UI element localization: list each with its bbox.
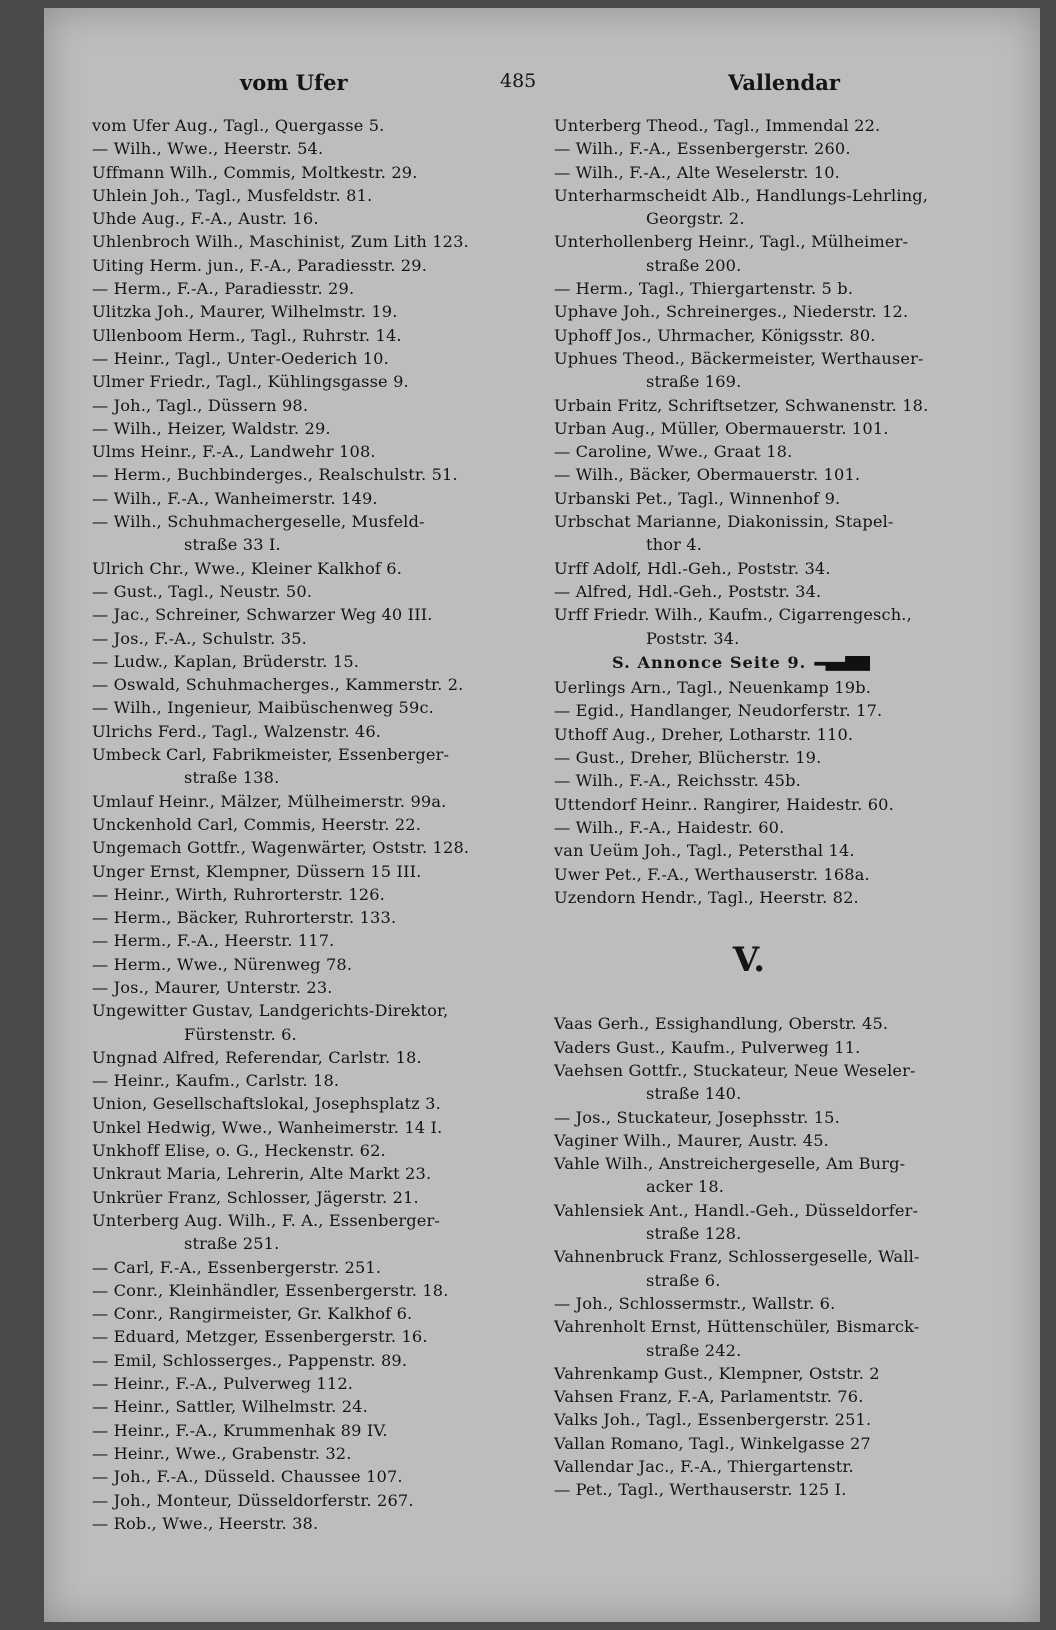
directory-entry bbox=[92, 1419, 512, 1442]
directory-entry bbox=[554, 886, 1004, 909]
left-column bbox=[92, 114, 512, 1535]
entry-text: Unterharmscheidt Alb., Handlungs-Lehrling, bbox=[554, 185, 929, 205]
entry-text: Ulms Heinr., F.-A., Landwehr 108. bbox=[92, 442, 376, 462]
entry-text: Unkrüer Franz, Schlosser, Jägerstr. 21. bbox=[92, 1187, 419, 1207]
directory-entry bbox=[92, 1186, 512, 1209]
directory-entry bbox=[92, 1092, 512, 1115]
entry-text: Urbschat Marianne, Diakonissin, Stapel- bbox=[554, 512, 894, 532]
entry-text: Ulrich Chr., Wwe., Kleiner Kalkhof 6. bbox=[92, 558, 403, 578]
directory-entry bbox=[554, 676, 1004, 699]
directory-entry bbox=[92, 603, 512, 626]
entry-text: Uhlenbroch Wilh., Maschinist, Zum Lith 123. bbox=[92, 232, 469, 252]
entry-text: — Wilh., F.-A., Alte Weselerstr. 10. bbox=[554, 162, 840, 182]
right-column bbox=[554, 114, 1004, 1502]
directory-entry bbox=[554, 1315, 1004, 1362]
entry-text: — Pet., Tagl., Werthauserstr. 125 I. bbox=[554, 1480, 847, 1500]
right-column-part3 bbox=[554, 1012, 1004, 1501]
directory-entry bbox=[554, 394, 1004, 417]
entry-continuation: Fürstenstr. 6. bbox=[184, 1024, 297, 1044]
entry-continuation: straße 251. bbox=[184, 1234, 280, 1254]
entry-text: — Alfred, Hdl.-Geh., Poststr. 34. bbox=[554, 581, 822, 601]
entry-text: Uttendorf Heinr.. Rangirer, Haidestr. 60. bbox=[554, 794, 894, 814]
entry-text: Vahle Wilh., Anstreichergeselle, Am Burg- bbox=[554, 1154, 906, 1174]
directory-entry bbox=[554, 1106, 1004, 1129]
entry-text: Ungemach Gottfr., Wagenwärter, Oststr. 128. bbox=[92, 838, 470, 858]
entry-text: — Heinr., F.-A., Krummenhak 89 IV. bbox=[92, 1420, 388, 1440]
entry-text: — Heinr., Wwe., Grabenstr. 32. bbox=[92, 1443, 352, 1463]
directory-entry bbox=[554, 1012, 1004, 1035]
directory-entry bbox=[554, 1129, 1004, 1152]
page-header bbox=[44, 70, 1040, 100]
entry-text: Vallan Romano, Tagl., Winkelgasse 27 bbox=[554, 1433, 871, 1453]
directory-entry bbox=[92, 1465, 512, 1488]
directory-entry bbox=[92, 1489, 512, 1512]
directory-entry bbox=[554, 510, 1004, 557]
entry-text: Urban Aug., Müller, Obermauerstr. 101. bbox=[554, 418, 889, 438]
directory-entry bbox=[554, 277, 1004, 300]
directory-entry bbox=[554, 769, 1004, 792]
directory-entry bbox=[554, 723, 1004, 746]
directory-entry bbox=[554, 184, 1004, 231]
directory-entry bbox=[554, 816, 1004, 839]
entry-text: vom Ufer Aug., Tagl., Quergasse 5. bbox=[92, 116, 385, 135]
directory-entry bbox=[92, 906, 512, 929]
entry-text: Vahlensiek Ant., Handl.-Geh., Düsseldorfer- bbox=[554, 1200, 919, 1220]
entry-text: Uhlein Joh., Tagl., Musfeldstr. 81. bbox=[92, 185, 373, 205]
entry-text: — Jos., Stuckateur, Josephsstr. 15. bbox=[554, 1107, 840, 1127]
entry-text: — Herm., Wwe., Nürenweg 78. bbox=[92, 954, 353, 974]
entry-text: Vaehsen Gottfr., Stuckateur, Neue Weseler- bbox=[554, 1060, 916, 1080]
directory-entry bbox=[554, 440, 1004, 463]
directory-entry bbox=[554, 230, 1004, 277]
directory-entry bbox=[554, 1245, 1004, 1292]
entry-text: Unckenhold Carl, Commis, Heerstr. 22. bbox=[92, 814, 422, 834]
directory-entry bbox=[92, 976, 512, 999]
directory-entry bbox=[92, 557, 512, 580]
directory-entry bbox=[92, 184, 512, 207]
directory-entry bbox=[92, 1325, 512, 1348]
directory-entry bbox=[92, 860, 512, 883]
directory-entry bbox=[92, 137, 512, 160]
directory-entry bbox=[554, 1199, 1004, 1246]
entry-text: Umbeck Carl, Fabrikmeister, Essenberger- bbox=[92, 745, 450, 765]
entry-text: — Emil, Schlosserges., Pappenstr. 89. bbox=[92, 1350, 408, 1370]
directory-entry bbox=[92, 230, 512, 253]
entry-text: — Herm., F.-A., Paradiesstr. 29. bbox=[92, 279, 355, 299]
directory-entry bbox=[554, 1432, 1004, 1455]
directory-entry bbox=[92, 953, 512, 976]
directory-entry bbox=[554, 746, 1004, 769]
entry-text: — Joh., Monteur, Düsseldorferstr. 267. bbox=[92, 1490, 414, 1510]
directory-entry bbox=[92, 463, 512, 486]
entry-text: — Herm., Buchbinderges., Realschulstr. 51. bbox=[92, 465, 458, 485]
section-notice-text: S. Annonce Seite 9. bbox=[612, 652, 807, 672]
entry-text: — Herm., Tagl., Thiergartenstr. 5 b. bbox=[554, 279, 854, 299]
entry-text: Valks Joh., Tagl., Essenbergerstr. 251. bbox=[554, 1410, 872, 1430]
directory-entry bbox=[92, 114, 512, 137]
entry-continuation: straße 138. bbox=[184, 768, 280, 788]
entry-text: — Conr., Kleinhändler, Essenbergerstr. 18. bbox=[92, 1280, 449, 1300]
directory-entry bbox=[92, 1256, 512, 1279]
entry-text: van Ueüm Joh., Tagl., Petersthal 14. bbox=[554, 841, 855, 861]
directory-entry bbox=[554, 324, 1004, 347]
directory-entry bbox=[554, 487, 1004, 510]
directory-entry bbox=[92, 347, 512, 370]
directory-entry bbox=[554, 603, 1004, 650]
page-number: 485 bbox=[500, 70, 537, 92]
entry-text: — Jos., Maurer, Unterstr. 23. bbox=[92, 977, 333, 997]
entry-continuation: straße 169. bbox=[646, 372, 742, 392]
directory-entry bbox=[92, 1395, 512, 1418]
directory-entry bbox=[92, 1279, 512, 1302]
directory-entry bbox=[554, 1478, 1004, 1501]
entry-text: — Wilh., Wwe., Heerstr. 54. bbox=[92, 139, 324, 159]
entry-text: — Eduard, Metzger, Essenbergerstr. 16. bbox=[92, 1327, 428, 1347]
pointing-hand-icon bbox=[814, 656, 870, 671]
directory-entry bbox=[92, 370, 512, 393]
entry-text: Unterberg Theod., Tagl., Immendal 22. bbox=[554, 116, 881, 135]
entry-text: — Conr., Rangirmeister, Gr. Kalkhof 6. bbox=[92, 1304, 413, 1324]
entry-text: Vahnenbruck Franz, Schlossergeselle, Wall- bbox=[554, 1247, 920, 1267]
directory-entry bbox=[92, 417, 512, 440]
right-column-part2 bbox=[554, 676, 1004, 909]
right-column-part1 bbox=[554, 114, 1004, 650]
entry-continuation: Poststr. 34. bbox=[646, 628, 740, 648]
entry-text: Uerlings Arn., Tagl., Neuenkamp 19b. bbox=[554, 678, 872, 698]
entry-text: Uthoff Aug., Dreher, Lotharstr. 110. bbox=[554, 724, 854, 744]
entry-continuation: straße 140. bbox=[646, 1084, 742, 1104]
entry-text: Uwer Pet., F.-A., Werthauserstr. 168a. bbox=[554, 864, 870, 884]
entry-text: Urff Friedr. Wilh., Kaufm., Cigarrengesch., bbox=[554, 605, 912, 625]
entry-text: Ungewitter Gustav, Landgerichts-Direktor, bbox=[92, 1001, 449, 1021]
entry-text: Unterberg Aug. Wilh., F. A., Essenberger- bbox=[92, 1210, 440, 1230]
entry-text: Unkel Hedwig, Wwe., Wanheimerstr. 14 I. bbox=[92, 1117, 443, 1137]
entry-text: Uiting Herm. jun., F.-A., Paradiesstr. 29. bbox=[92, 255, 428, 275]
entry-text: Uphues Theod., Bäckermeister, Werthauser- bbox=[554, 348, 924, 368]
entry-text: Vaders Gust., Kaufm., Pulverweg 11. bbox=[554, 1037, 861, 1057]
directory-entry bbox=[92, 1372, 512, 1395]
entry-text: — Joh., Schlossermstr., Wallstr. 6. bbox=[554, 1293, 836, 1313]
directory-entry bbox=[554, 839, 1004, 862]
entry-text: Unterhollenberg Heinr., Tagl., Mülheimer- bbox=[554, 232, 909, 252]
directory-entry bbox=[92, 929, 512, 952]
directory-entry bbox=[554, 557, 1004, 580]
directory-entry bbox=[554, 1152, 1004, 1199]
directory-entry bbox=[554, 137, 1004, 160]
entry-text: — Wilh., F.-A., Haidestr. 60. bbox=[554, 817, 785, 837]
directory-entry bbox=[92, 207, 512, 230]
directory-entry bbox=[92, 440, 512, 463]
entry-text: — Heinr., Tagl., Unter-Oederich 10. bbox=[92, 348, 389, 368]
directory-entry bbox=[92, 324, 512, 347]
directory-entry bbox=[554, 1455, 1004, 1478]
entry-text: Ulmer Friedr., Tagl., Kühlingsgasse 9. bbox=[92, 372, 409, 392]
entry-continuation: straße 128. bbox=[646, 1224, 742, 1244]
entry-text: Unger Ernst, Klempner, Düssern 15 III. bbox=[92, 861, 422, 881]
entry-text: — Egid., Handlanger, Neudorferstr. 17. bbox=[554, 701, 883, 721]
directory-entry bbox=[554, 417, 1004, 440]
directory-entry bbox=[554, 347, 1004, 394]
directory-entry bbox=[554, 1036, 1004, 1059]
entry-text: — Gust., Tagl., Neustr. 50. bbox=[92, 581, 313, 601]
letter-heading: V. bbox=[732, 940, 766, 981]
directory-entry bbox=[92, 277, 512, 300]
directory-entry bbox=[92, 743, 512, 790]
directory-entry bbox=[92, 999, 512, 1046]
directory-entry bbox=[92, 510, 512, 557]
entry-text: — Herm., Bäcker, Ruhrorterstr. 133. bbox=[92, 908, 397, 928]
directory-entry bbox=[92, 1302, 512, 1325]
entry-text: Urbanski Pet., Tagl., Winnenhof 9. bbox=[554, 488, 841, 508]
directory-entry bbox=[92, 790, 512, 813]
entry-text: — Wilh., F.-A., Reichsstr. 45b. bbox=[554, 771, 801, 791]
directory-entry bbox=[554, 114, 1004, 137]
entry-continuation: straße 6. bbox=[646, 1270, 721, 1290]
directory-entry bbox=[554, 1362, 1004, 1385]
directory-entry bbox=[92, 161, 512, 184]
entry-text: Vahrenkamp Gust., Klempner, Oststr. 2 bbox=[554, 1363, 880, 1383]
entry-text: Urff Adolf, Hdl.-Geh., Poststr. 34. bbox=[554, 558, 831, 578]
directory-entry bbox=[92, 394, 512, 417]
entry-text: — Carl, F.-A., Essenbergerstr. 251. bbox=[92, 1257, 382, 1277]
entry-text: — Wilh., Heizer, Waldstr. 29. bbox=[92, 418, 331, 438]
directory-entry bbox=[92, 673, 512, 696]
directory-entry bbox=[554, 1292, 1004, 1315]
directory-entry bbox=[554, 580, 1004, 603]
entry-text: — Heinr., Sattler, Wilhelmstr. 24. bbox=[92, 1397, 368, 1417]
entry-text: — Heinr., Wirth, Ruhrorterstr. 126. bbox=[92, 884, 385, 904]
directory-entry bbox=[92, 487, 512, 510]
section-notice bbox=[554, 651, 1004, 674]
entry-continuation: straße 33 I. bbox=[184, 535, 281, 555]
directory-entry bbox=[92, 720, 512, 743]
entry-text: — Heinr., Kaufm., Carlstr. 18. bbox=[92, 1071, 340, 1091]
header-left-keyword: vom Ufer bbox=[240, 70, 348, 95]
directory-entry bbox=[92, 1139, 512, 1162]
directory-entry bbox=[92, 580, 512, 603]
entry-text: Vallendar Jac., F.-A., Thiergartenstr. bbox=[554, 1457, 854, 1477]
entry-text: — Heinr., F.-A., Pulverweg 112. bbox=[92, 1374, 354, 1394]
entry-text: Vaginer Wilh., Maurer, Austr. 45. bbox=[554, 1130, 829, 1150]
entry-text: Ungnad Alfred, Referendar, Carlstr. 18. bbox=[92, 1047, 422, 1067]
entry-text: Uphoff Jos., Uhrmacher, Königsstr. 80. bbox=[554, 325, 876, 345]
entry-text: — Jos., F.-A., Schulstr. 35. bbox=[92, 628, 307, 648]
entry-continuation: thor 4. bbox=[646, 535, 703, 555]
entry-text: Unkhoff Elise, o. G., Heckenstr. 62. bbox=[92, 1141, 386, 1161]
directory-entry bbox=[554, 161, 1004, 184]
entry-text: Vaas Gerh., Essighandlung, Oberstr. 45. bbox=[554, 1014, 889, 1034]
directory-entry bbox=[92, 254, 512, 277]
entry-continuation: acker 18. bbox=[646, 1177, 725, 1197]
entry-text: Umlauf Heinr., Mälzer, Mülheimerstr. 99a. bbox=[92, 791, 447, 811]
directory-entry bbox=[92, 696, 512, 719]
entry-continuation: straße 200. bbox=[646, 255, 742, 275]
entry-text: — Wilh., Bäcker, Obermauerstr. 101. bbox=[554, 465, 861, 485]
directory-entry bbox=[554, 793, 1004, 816]
entry-text: — Caroline, Wwe., Graat 18. bbox=[554, 442, 793, 462]
directory-entry bbox=[554, 1408, 1004, 1431]
directory-entry bbox=[92, 627, 512, 650]
entry-text: Vahrenholt Ernst, Hüttenschüler, Bismarck- bbox=[554, 1317, 920, 1337]
directory-entry bbox=[92, 883, 512, 906]
directory-entry bbox=[92, 1116, 512, 1139]
entry-text: — Wilh., F.-A., Wanheimerstr. 149. bbox=[92, 488, 378, 508]
entry-text: Uhde Aug., F.-A., Austr. 16. bbox=[92, 209, 319, 229]
entry-text: — Wilh., Schuhmachergeselle, Musfeld- bbox=[92, 512, 425, 532]
directory-entry bbox=[92, 836, 512, 859]
entry-continuation: straße 242. bbox=[646, 1340, 742, 1360]
directory-entry bbox=[554, 699, 1004, 722]
directory-entry bbox=[92, 1209, 512, 1256]
entry-text: — Herm., F.-A., Heerstr. 117. bbox=[92, 931, 335, 951]
directory-entry bbox=[554, 1385, 1004, 1408]
directory-entry bbox=[554, 463, 1004, 486]
directory-entry bbox=[554, 863, 1004, 886]
entry-text: — Wilh., F.-A., Essenbergerstr. 260. bbox=[554, 139, 851, 159]
entry-text: — Gust., Dreher, Blücherstr. 19. bbox=[554, 748, 822, 768]
directory-entry bbox=[92, 1512, 512, 1535]
directory-page bbox=[44, 8, 1040, 1622]
entry-text: — Joh., F.-A., Düsseld. Chaussee 107. bbox=[92, 1467, 403, 1487]
entry-text: — Ludw., Kaplan, Brüderstr. 15. bbox=[92, 651, 360, 671]
entry-text: Vahsen Franz, F.-A, Parlamentstr. 76. bbox=[554, 1387, 864, 1407]
entry-continuation: Georgstr. 2. bbox=[646, 209, 745, 229]
entry-text: Ullenboom Herm., Tagl., Ruhrstr. 14. bbox=[92, 325, 402, 345]
directory-entry bbox=[92, 1442, 512, 1465]
entry-text: — Jac., Schreiner, Schwarzer Weg 40 III. bbox=[92, 605, 433, 625]
entry-text: Uffmann Wilh., Commis, Moltkestr. 29. bbox=[92, 162, 418, 182]
entry-text: Ulitzka Joh., Maurer, Wilhelmstr. 19. bbox=[92, 302, 398, 322]
entry-text: Unkraut Maria, Lehrerin, Alte Markt 23. bbox=[92, 1164, 432, 1184]
directory-entry bbox=[554, 300, 1004, 323]
entry-text: Ulrichs Ferd., Tagl., Walzenstr. 46. bbox=[92, 721, 382, 741]
header-right-keyword: Vallendar bbox=[728, 70, 840, 95]
entry-text: Uphave Joh., Schreinerges., Niederstr. 12. bbox=[554, 302, 909, 322]
entry-text: — Wilh., Ingenieur, Maibüschenweg 59c. bbox=[92, 698, 434, 718]
directory-entry bbox=[554, 1059, 1004, 1106]
directory-entry bbox=[92, 1349, 512, 1372]
entry-text: Urbain Fritz, Schriftsetzer, Schwanenstr. 18. bbox=[554, 395, 929, 415]
entry-text: — Oswald, Schuhmacherges., Kammerstr. 2. bbox=[92, 675, 464, 695]
entry-text: Union, Gesellschaftslokal, Josephsplatz 3. bbox=[92, 1094, 441, 1114]
entry-text: — Joh., Tagl., Düssern 98. bbox=[92, 395, 309, 415]
directory-entry bbox=[92, 1046, 512, 1069]
entry-text: — Rob., Wwe., Heerstr. 38. bbox=[92, 1513, 319, 1533]
directory-entry bbox=[92, 300, 512, 323]
directory-entry bbox=[92, 650, 512, 673]
entry-text: Uzendorn Hendr., Tagl., Heerstr. 82. bbox=[554, 887, 859, 907]
directory-entry bbox=[92, 1162, 512, 1185]
directory-entry bbox=[92, 1069, 512, 1092]
directory-entry bbox=[92, 813, 512, 836]
